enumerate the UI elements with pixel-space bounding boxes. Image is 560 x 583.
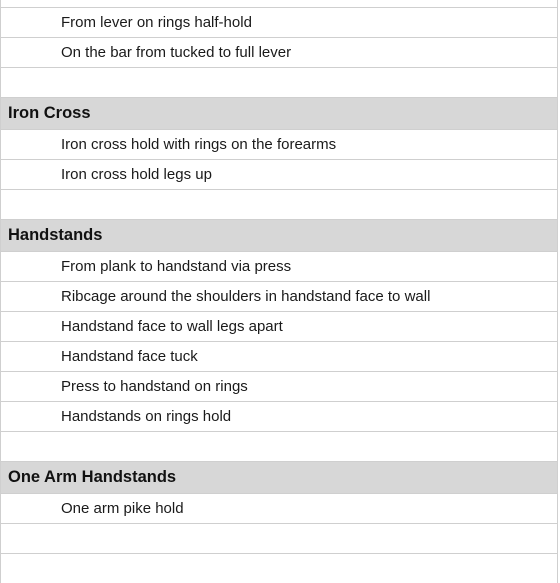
blank-row <box>0 553 558 583</box>
exercise-row <box>0 281 558 311</box>
section-title: One Arm Handstands <box>8 468 177 486</box>
exercise-label: Handstands on rings hold <box>61 408 232 425</box>
exercise-row <box>0 493 558 523</box>
exercise-label: Iron cross hold legs up <box>61 166 212 183</box>
exercise-row <box>0 341 558 371</box>
section-header-row <box>0 461 558 493</box>
exercise-row <box>0 311 558 341</box>
exercise-row <box>0 129 558 159</box>
exercise-label: From lever on rings half-hold <box>61 14 252 31</box>
section-header-row <box>0 97 558 129</box>
exercise-label: Handstand face tuck <box>61 348 198 365</box>
blank-row <box>0 189 558 219</box>
exercise-label: Iron cross hold with rings on the forearms <box>61 136 337 153</box>
exercise-label: Ribcage around the shoulders in handstand face to wall <box>61 288 431 305</box>
exercise-label: One arm pike hold <box>61 500 184 517</box>
section-title: Handstands <box>8 226 103 244</box>
exercise-label: Handstand face to wall legs apart <box>61 318 283 335</box>
blank-row <box>0 431 558 461</box>
exercise-row <box>0 251 558 281</box>
blank-row <box>0 67 558 97</box>
section-title: Iron Cross <box>8 104 91 122</box>
blank-row <box>0 523 558 553</box>
exercise-row <box>0 371 558 401</box>
exercise-row <box>0 401 558 431</box>
exercise-row <box>0 37 558 67</box>
exercise-label: Press to handstand on rings <box>61 378 248 395</box>
exercise-label: On the bar from tucked to full lever <box>61 44 292 61</box>
exercise-row <box>0 0 558 7</box>
exercise-label: From plank to handstand via press <box>61 258 292 275</box>
section-header-row <box>0 219 558 251</box>
exercise-row <box>0 159 558 189</box>
exercise-row <box>0 7 558 37</box>
